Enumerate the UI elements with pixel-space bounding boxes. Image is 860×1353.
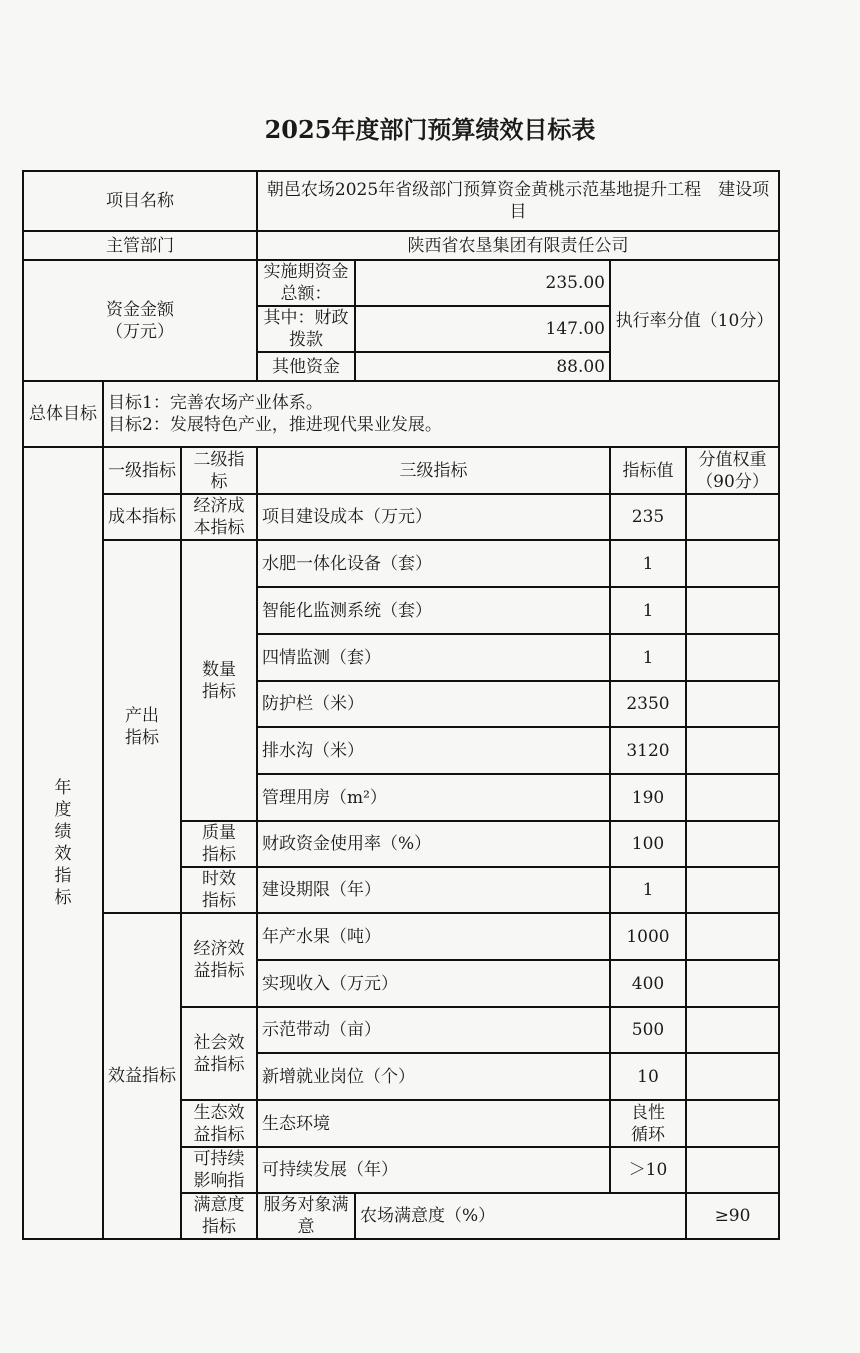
- row-weight: [686, 540, 779, 587]
- satisfaction-l2: 服务对象满意: [257, 1193, 355, 1239]
- benefit-l2-eco: 生态效益指标: [181, 1100, 257, 1147]
- row-l3: 新增就业岗位（个）: [257, 1053, 610, 1100]
- page-title: 2025年度部门预算绩效目标表: [264, 115, 596, 144]
- row-l3: 年产水果（吨）: [257, 913, 610, 960]
- row-weight: [686, 774, 779, 821]
- row-value: 10: [610, 1053, 686, 1100]
- row-value: 190: [610, 774, 686, 821]
- row-l3: 建设期限（年）: [257, 867, 610, 913]
- funds-label: 资金金额 （万元）: [23, 260, 257, 381]
- row-value: 1: [610, 634, 686, 681]
- row-value: 1000: [610, 913, 686, 960]
- overall-goals: [103, 381, 779, 447]
- row-weight: [686, 1147, 779, 1193]
- row-l3: 防护栏（米）: [257, 681, 610, 727]
- annual-indicator-label: 年度绩效指标: [23, 447, 103, 1239]
- funds-other-label: 其他资金: [257, 352, 355, 381]
- row-weight: [686, 681, 779, 727]
- project-name-label: 项目名称: [23, 171, 257, 231]
- row-value: ≥90: [686, 1193, 779, 1239]
- output-l2-quantity: 数量指标: [181, 540, 257, 821]
- row-weight: [686, 587, 779, 634]
- benefit-l2-social: 社会效益指标: [181, 1007, 257, 1100]
- project-name-value: 朝邑农场2025年省级部门预算资金黄桃示范基地提升工程 建设项目: [257, 171, 779, 231]
- goal-2: 目标2：发展特色产业，推进现代果业发展。: [108, 415, 442, 435]
- row-l3: 可持续发展（年）: [257, 1147, 610, 1193]
- row-weight: [686, 1007, 779, 1053]
- row-weight: [686, 867, 779, 913]
- row-l3: 排水沟（米）: [257, 727, 610, 774]
- row-l3: 项目建设成本（万元）: [257, 494, 610, 540]
- overall-goal-label: 总体目标: [23, 381, 103, 447]
- row-l3: 四情监测（套）: [257, 634, 610, 681]
- funds-total-value: 235.00: [355, 260, 610, 306]
- satisfaction-l1: 满意度指标: [181, 1193, 257, 1239]
- benefit-l2-sustain: 可持续影响指: [181, 1147, 257, 1193]
- row-weight: [686, 913, 779, 960]
- row-l3: 财政资金使用率（%）: [257, 821, 610, 867]
- row-l3: 实现收入（万元）: [257, 960, 610, 1007]
- funds-fiscal-label: 其中：财政拨款: [257, 306, 355, 352]
- performance-target-table: [22, 170, 780, 1240]
- row-l3: 农场满意度（%）: [355, 1193, 686, 1239]
- row-value: 400: [610, 960, 686, 1007]
- benefit-l1: 效益指标: [103, 913, 181, 1239]
- row-value: ＞10: [610, 1147, 686, 1193]
- row-value: 良性循环: [610, 1100, 686, 1147]
- funds-total-label: 实施期资金总额：: [257, 260, 355, 306]
- funds-other-value: 88.00: [355, 352, 610, 381]
- header-level3: 三级指标: [257, 447, 610, 494]
- dept-label: 主管部门: [23, 231, 257, 260]
- header-level2: 二级指标: [181, 447, 257, 494]
- cost-l2-economic: 经济成本指标: [181, 494, 257, 540]
- cost-l1: 成本指标: [103, 494, 181, 540]
- row-value: 1: [610, 540, 686, 587]
- funds-fiscal-value: 147.00: [355, 306, 610, 352]
- dept-value: 陕西省农垦集团有限责任公司: [257, 231, 779, 260]
- row-weight: [686, 494, 779, 540]
- row-weight: [686, 821, 779, 867]
- row-value: 500: [610, 1007, 686, 1053]
- row-value: 2350: [610, 681, 686, 727]
- row-value: 3120: [610, 727, 686, 774]
- row-weight: [686, 960, 779, 1007]
- row-value: 1: [610, 587, 686, 634]
- header-weight: 分值权重（90分）: [686, 447, 779, 494]
- row-weight: [686, 634, 779, 681]
- row-value: 1: [610, 867, 686, 913]
- row-l3: 示范带动（亩）: [257, 1007, 610, 1053]
- output-l2-timeliness: 时效指标: [181, 867, 257, 913]
- benefit-l2-economic: 经济效益指标: [181, 913, 257, 1007]
- header-value: 指标值: [610, 447, 686, 494]
- row-value: 235: [610, 494, 686, 540]
- header-level1: 一级指标: [103, 447, 181, 494]
- row-l3: 生态环境: [257, 1100, 610, 1147]
- row-weight: [686, 1053, 779, 1100]
- output-l1: 产出指标: [103, 540, 181, 913]
- row-l3: 管理用房（m²）: [257, 774, 610, 821]
- row-l3: 智能化监测系统（套）: [257, 587, 610, 634]
- row-weight: [686, 1100, 779, 1147]
- row-weight: [686, 727, 779, 774]
- goal-1: 目标1：完善农场产业体系。: [108, 393, 323, 413]
- output-l2-quality: 质量指标: [181, 821, 257, 867]
- row-l3: 水肥一体化设备（套）: [257, 540, 610, 587]
- exec-rate-label: 执行率分值（10分）: [610, 260, 779, 381]
- row-value: 100: [610, 821, 686, 867]
